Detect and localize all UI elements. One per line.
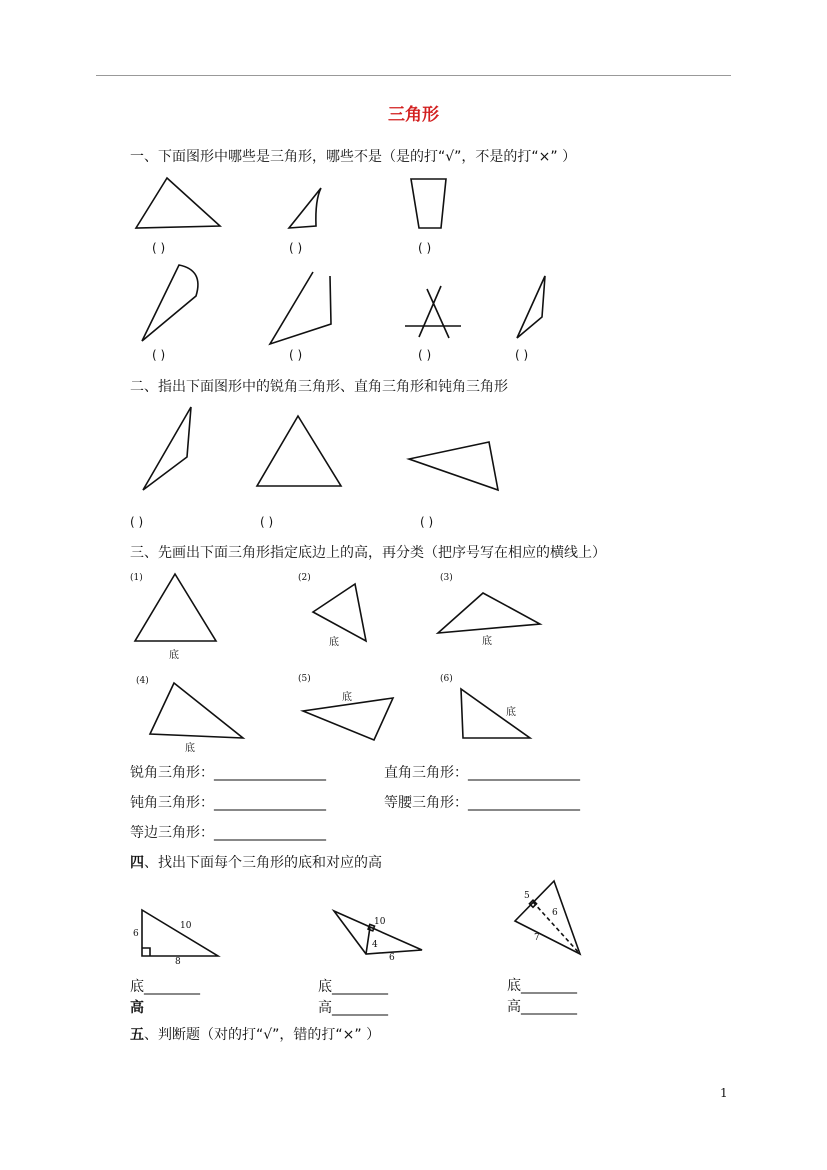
s2-fig3-triangle (409, 442, 498, 490)
s4-fig3-base-answer[interactable]: 底________ (507, 978, 577, 994)
s4-fig1-base-answer[interactable]: 底________ (130, 979, 200, 995)
s4-fig1-side-b: 10 (180, 921, 192, 931)
page-number: 1 (720, 1086, 728, 1100)
section3-heading: 三、先画出下面三角形指定底边上的高，再分类（把序号写在相应的横线上） (130, 545, 606, 561)
s3-fig4-base-label: 底 (185, 743, 195, 754)
s3-label-4: (4) (136, 676, 149, 686)
s3-label-5: (5) (298, 674, 311, 684)
s1-blank-1[interactable]: ( ) (152, 241, 166, 255)
s2-blank-3[interactable]: ( ) (420, 515, 434, 529)
s4-fig2-side-c: 6 (389, 953, 395, 963)
s3-fig5-base-label: 底 (342, 692, 352, 703)
s1-blank-3[interactable]: ( ) (418, 241, 432, 255)
section5-text: 、判断题（对的打“√”，错的打“×” ） (144, 1027, 381, 1043)
section4-number: 四 (130, 855, 144, 871)
s4-fig3-height-b: 6 (552, 908, 558, 918)
s1-fig7-triangle (517, 276, 545, 338)
s1-fig1-triangle (136, 178, 220, 228)
s4-fig2-side-a: 10 (374, 917, 386, 927)
s3-fig3-triangle (438, 593, 540, 633)
s3-fig1-base-label: 底 (169, 650, 179, 661)
s4-fig1-height-label: 高 (130, 1000, 144, 1016)
s4-fig1-side-a: 6 (133, 929, 139, 939)
s3-label-2: (2) (298, 573, 311, 583)
s1-blank-4[interactable]: ( ) (152, 348, 166, 362)
section5-number: 五 (130, 1027, 144, 1043)
s3-answer-obtuse[interactable]: 钝角三角形：________________ (130, 795, 326, 811)
s2-fig1-triangle (143, 407, 191, 490)
s4-fig3-side-a: 5 (524, 891, 530, 901)
s3-label-3: (3) (440, 573, 453, 583)
s4-fig1-right-angle-mark (142, 948, 150, 956)
s3-label-1: (1) (130, 573, 143, 583)
s4-fig3-height-answer[interactable]: 高________ (507, 999, 577, 1015)
s3-fig1-triangle (135, 574, 216, 641)
s3-answer-right[interactable]: 直角三角形：________________ (384, 765, 580, 781)
s4-fig2-base-answer[interactable]: 底________ (318, 979, 388, 995)
page-title: 三角形 (388, 105, 439, 125)
s1-blank-5[interactable]: ( ) (289, 348, 303, 362)
section2-heading: 二、指出下面图形中的锐角三角形、直角三角形和钝角三角形 (130, 379, 508, 395)
s2-blank-1[interactable]: ( ) (130, 515, 144, 529)
s1-blank-6[interactable]: ( ) (418, 348, 432, 362)
s4-fig2-height-line (366, 927, 370, 954)
s1-fig4-curved-shape (142, 265, 198, 341)
s1-blank-7[interactable]: ( ) (515, 348, 529, 362)
s1-blank-2[interactable]: ( ) (289, 241, 303, 255)
s3-fig6-base-label: 底 (506, 707, 516, 718)
s4-fig1-right-triangle (142, 910, 218, 956)
s3-fig6-triangle (461, 689, 530, 738)
s3-answer-isosceles[interactable]: 等腰三角形：________________ (384, 795, 580, 811)
s1-fig2-curved-shape (289, 188, 321, 228)
section4-text: 、找出下面每个三角形的底和对应的高 (144, 855, 382, 871)
s4-fig1-side-c: 8 (175, 957, 181, 967)
section1-heading: 一、下面图形中哪些是三角形，哪些不是（是的打“√”，不是的打“×” ） (130, 149, 577, 165)
s3-answer-acute[interactable]: 锐角三角形：________________ (130, 765, 326, 781)
s1-fig6-crossed-lines (405, 286, 461, 338)
s3-fig5-triangle (303, 698, 393, 740)
s4-fig2-height-b: 4 (372, 940, 378, 950)
section5-heading (130, 1024, 380, 1044)
s3-fig4-triangle (150, 683, 243, 738)
s1-fig3-quadrilateral (411, 179, 446, 228)
s3-fig2-triangle (313, 584, 366, 641)
s1-fig5-open-shape (270, 272, 331, 344)
s3-fig3-base-label: 底 (482, 636, 492, 647)
s2-blank-2[interactable]: ( ) (260, 515, 274, 529)
s3-label-6: (6) (440, 674, 453, 684)
s4-fig3-side-c: 7 (534, 933, 540, 943)
section4-heading (130, 852, 382, 872)
s2-fig2-triangle (257, 416, 341, 486)
s4-fig2-height-answer[interactable]: 高________ (318, 1000, 388, 1016)
s3-fig2-base-label: 底 (329, 637, 339, 648)
s3-answer-equilateral[interactable]: 等边三角形：________________ (130, 825, 326, 841)
